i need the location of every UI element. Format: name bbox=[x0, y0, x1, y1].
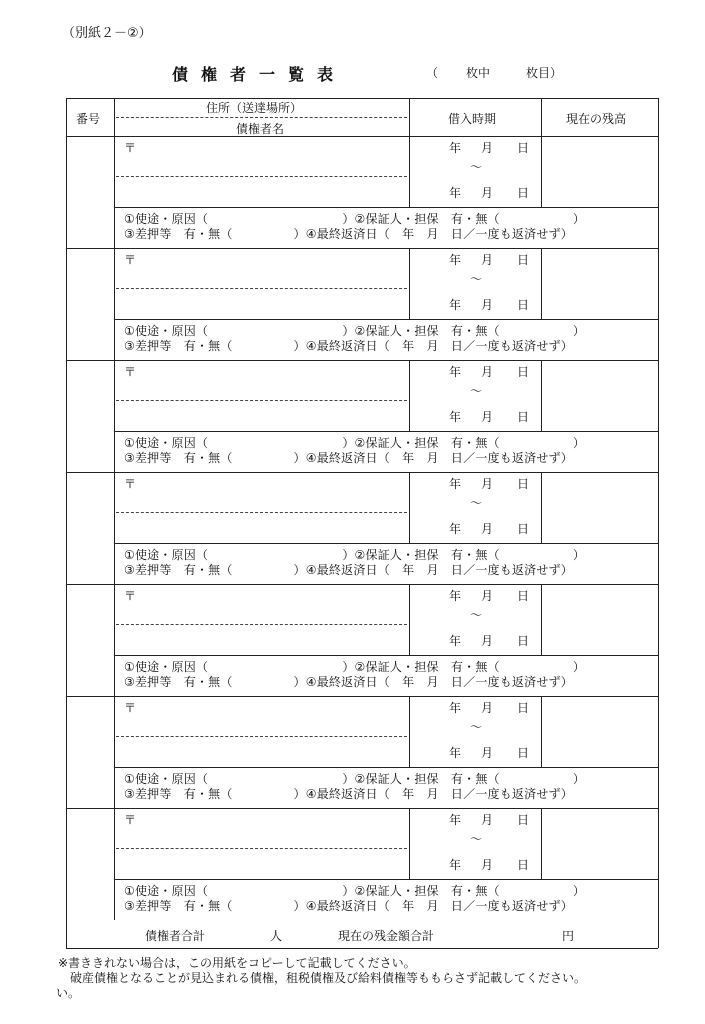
date-end-year: 年 bbox=[449, 410, 462, 424]
row-2-period-divider bbox=[541, 248, 542, 319]
detail-seizure-last-payment: ③差押等 有・無（ ）④最終返済日（ 年 月 日／一度も返済せず） bbox=[124, 675, 573, 689]
row-5-address-divider bbox=[409, 584, 410, 655]
title-sheet-number: 枚目） bbox=[526, 66, 563, 80]
row-6-address-divider bbox=[409, 696, 410, 767]
date-start-month: 月 bbox=[481, 253, 494, 267]
header-creditor-name: 債権者名 bbox=[236, 122, 285, 136]
row-5-bottom-border bbox=[66, 696, 658, 697]
detail-seizure-last-payment: ③差押等 有・無（ ）④最終返済日（ 年 月 日／一度も返済せず） bbox=[124, 227, 573, 241]
row-6-detail-divider bbox=[114, 767, 658, 768]
attachment-label: （別紙２－②） bbox=[62, 26, 152, 41]
detail-usage-guarantor: ①使途・原因（ ）②保証人・担保 有・無（ ） bbox=[124, 212, 586, 226]
postal-mark: 〒 bbox=[124, 365, 137, 379]
date-start-year: 年 bbox=[449, 253, 462, 267]
title-page-of: 枚中 bbox=[466, 66, 491, 80]
date-start-day: 日 bbox=[517, 701, 530, 715]
row-7-address-dash bbox=[116, 848, 407, 849]
detail-usage-guarantor: ①使途・原因（ ）②保証人・担保 有・無（ ） bbox=[124, 436, 586, 450]
date-range-tilde: ～ bbox=[470, 384, 483, 398]
date-end-day: 日 bbox=[517, 858, 530, 872]
date-end-day: 日 bbox=[517, 410, 530, 424]
detail-seizure-last-payment: ③差押等 有・無（ ）④最終返済日（ 年 月 日／一度も返済せず） bbox=[124, 339, 573, 353]
date-range-tilde: ～ bbox=[470, 832, 483, 846]
total-creditor-label: 債権者合計 bbox=[145, 929, 206, 943]
table-bottom-border bbox=[66, 948, 658, 949]
date-start-month: 月 bbox=[481, 589, 494, 603]
footnote-line-1: ※書ききれない場合は，この用紙をコピーして記載してください。 bbox=[58, 956, 416, 970]
row-1-address-dash bbox=[116, 176, 407, 177]
header-address: 住所（送達場所） bbox=[206, 101, 303, 115]
row-3-period-divider bbox=[541, 360, 542, 431]
detail-usage-guarantor: ①使途・原因（ ）②保証人・担保 有・無（ ） bbox=[124, 548, 586, 562]
row-2-detail-divider bbox=[114, 319, 658, 320]
date-range-tilde: ～ bbox=[470, 496, 483, 510]
header-address-divider bbox=[409, 98, 410, 136]
row-2-bottom-border bbox=[66, 360, 658, 361]
row-7-detail-divider bbox=[114, 879, 658, 880]
detail-seizure-last-payment: ③差押等 有・無（ ）④最終返済日（ 年 月 日／一度も返済せず） bbox=[124, 563, 573, 577]
date-start-year: 年 bbox=[449, 701, 462, 715]
date-start-month: 月 bbox=[481, 813, 494, 827]
row-4-address-dash bbox=[116, 512, 407, 513]
header-period-divider bbox=[541, 98, 542, 136]
date-start-day: 日 bbox=[517, 477, 530, 491]
total-yen-unit: 円 bbox=[562, 929, 575, 943]
date-end-month: 月 bbox=[481, 522, 494, 536]
detail-usage-guarantor: ①使途・原因（ ）②保証人・担保 有・無（ ） bbox=[124, 324, 586, 338]
date-end-year: 年 bbox=[449, 746, 462, 760]
date-end-month: 月 bbox=[481, 410, 494, 424]
date-start-year: 年 bbox=[449, 589, 462, 603]
row-3-address-divider bbox=[409, 360, 410, 431]
postal-mark: 〒 bbox=[124, 589, 137, 603]
header-number: 番号 bbox=[76, 112, 101, 126]
row-1-address-divider bbox=[409, 136, 410, 207]
date-end-day: 日 bbox=[517, 522, 530, 536]
date-start-month: 月 bbox=[481, 141, 494, 155]
row-6-bottom-border bbox=[66, 808, 658, 809]
date-start-year: 年 bbox=[449, 813, 462, 827]
date-end-year: 年 bbox=[449, 186, 462, 200]
detail-seizure-last-payment: ③差押等 有・無（ ）④最終返済日（ 年 月 日／一度も返済せず） bbox=[124, 787, 573, 801]
total-persons-unit: 人 bbox=[270, 929, 283, 943]
date-start-month: 月 bbox=[481, 365, 494, 379]
number-column-divider bbox=[114, 98, 115, 920]
date-end-year: 年 bbox=[449, 858, 462, 872]
date-range-tilde: ～ bbox=[470, 608, 483, 622]
date-start-day: 日 bbox=[517, 589, 530, 603]
total-balance-label: 現在の残金額合計 bbox=[338, 929, 435, 943]
date-start-year: 年 bbox=[449, 365, 462, 379]
detail-usage-guarantor: ①使途・原因（ ）②保証人・担保 有・無（ ） bbox=[124, 884, 586, 898]
detail-seizure-last-payment: ③差押等 有・無（ ）④最終返済日（ 年 月 日／一度も返済せず） bbox=[124, 899, 573, 913]
detail-usage-guarantor: ①使途・原因（ ）②保証人・担保 有・無（ ） bbox=[124, 772, 586, 786]
detail-usage-guarantor: ①使途・原因（ ）②保証人・担保 有・無（ ） bbox=[124, 660, 586, 674]
date-end-month: 月 bbox=[481, 186, 494, 200]
date-end-year: 年 bbox=[449, 298, 462, 312]
row-4-address-divider bbox=[409, 472, 410, 543]
date-start-day: 日 bbox=[517, 365, 530, 379]
table-right-border bbox=[658, 98, 659, 948]
title-paren: （ bbox=[426, 66, 440, 80]
date-range-tilde: ～ bbox=[470, 272, 483, 286]
row-6-period-divider bbox=[541, 696, 542, 767]
row-1-detail-divider bbox=[114, 207, 658, 208]
row-3-detail-divider bbox=[114, 431, 658, 432]
date-end-year: 年 bbox=[449, 522, 462, 536]
date-start-day: 日 bbox=[517, 813, 530, 827]
detail-seizure-last-payment: ③差押等 有・無（ ）④最終返済日（ 年 月 日／一度も返済せず） bbox=[124, 451, 573, 465]
date-end-month: 月 bbox=[481, 634, 494, 648]
row-1-bottom-border bbox=[66, 248, 658, 249]
postal-mark: 〒 bbox=[124, 477, 137, 491]
row-7-address-divider bbox=[409, 808, 410, 879]
row-3-bottom-border bbox=[66, 472, 658, 473]
postal-mark: 〒 bbox=[124, 141, 137, 155]
header-balance: 現在の残高 bbox=[566, 112, 627, 126]
row-4-period-divider bbox=[541, 472, 542, 543]
row-6-address-dash bbox=[116, 736, 407, 737]
header-bottom-border bbox=[66, 136, 658, 137]
row-2-address-divider bbox=[409, 248, 410, 319]
postal-mark: 〒 bbox=[124, 813, 137, 827]
date-end-year: 年 bbox=[449, 634, 462, 648]
row-7-period-divider bbox=[541, 808, 542, 879]
date-start-year: 年 bbox=[449, 141, 462, 155]
date-start-day: 日 bbox=[517, 253, 530, 267]
date-range-tilde: ～ bbox=[470, 720, 483, 734]
page-title: 債権者一覧表 bbox=[172, 65, 347, 84]
footnote-line-2: 破産債権となることが見込まれる債権，租税債権及び給料債権等ももらさず記載してください。 bbox=[58, 971, 587, 985]
date-end-day: 日 bbox=[517, 746, 530, 760]
row-4-bottom-border bbox=[66, 584, 658, 585]
date-end-month: 月 bbox=[481, 746, 494, 760]
header-borrow-period: 借入時期 bbox=[448, 112, 497, 126]
row-3-address-dash bbox=[116, 400, 407, 401]
row-4-detail-divider bbox=[114, 543, 658, 544]
footnote-line-3: い。 bbox=[56, 986, 81, 1000]
postal-mark: 〒 bbox=[124, 253, 137, 267]
row-1-period-divider bbox=[541, 136, 542, 207]
date-end-day: 日 bbox=[517, 186, 530, 200]
date-end-month: 月 bbox=[481, 298, 494, 312]
date-start-day: 日 bbox=[517, 141, 530, 155]
table-left-border bbox=[66, 98, 67, 948]
postal-mark: 〒 bbox=[124, 701, 137, 715]
table-top-border bbox=[66, 98, 658, 99]
date-end-month: 月 bbox=[481, 858, 494, 872]
row-2-address-dash bbox=[116, 288, 407, 289]
row-5-period-divider bbox=[541, 584, 542, 655]
date-start-year: 年 bbox=[449, 477, 462, 491]
date-start-month: 月 bbox=[481, 701, 494, 715]
date-end-day: 日 bbox=[517, 298, 530, 312]
date-end-day: 日 bbox=[517, 634, 530, 648]
date-range-tilde: ～ bbox=[470, 160, 483, 174]
date-start-month: 月 bbox=[481, 477, 494, 491]
row-5-address-dash bbox=[116, 624, 407, 625]
header-address-dash bbox=[116, 117, 407, 118]
row-5-detail-divider bbox=[114, 655, 658, 656]
